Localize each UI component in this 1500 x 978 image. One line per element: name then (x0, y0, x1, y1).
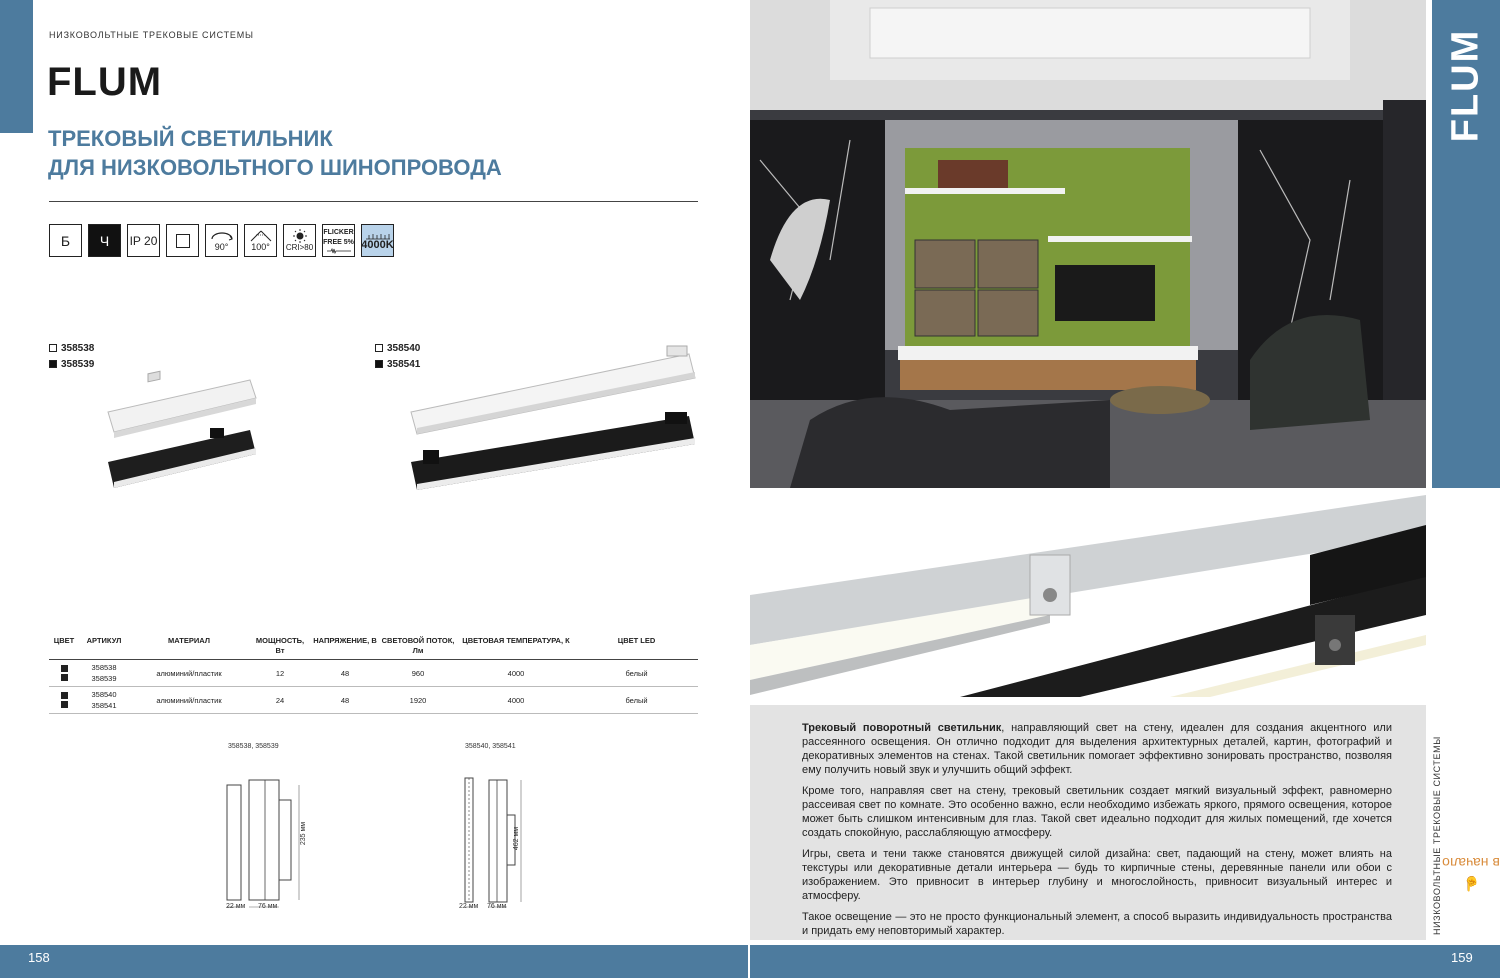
interior-photo (750, 0, 1426, 488)
column-header: ЦВЕТ (49, 633, 79, 660)
led-color-cell: белый (575, 660, 698, 687)
drawing-height-long: 462 мм (513, 826, 521, 851)
variant-item: 358539 (49, 357, 94, 373)
product-image-short (100, 370, 270, 500)
description-box (750, 705, 1426, 940)
product-detail-photo (750, 495, 1426, 697)
white-swatch (375, 344, 383, 352)
material-cell: алюминий/пластик (129, 687, 249, 714)
color-cell (49, 660, 79, 687)
footer-bar-right (750, 945, 1500, 978)
drawing-height-short: 235 мм (300, 821, 308, 846)
hand-pointer-icon: ☝ (1462, 875, 1481, 892)
table-header-row (49, 633, 698, 660)
table-row (49, 687, 698, 714)
technical-drawing-short (215, 770, 325, 915)
color-cell (49, 687, 79, 714)
beam-angle-icon: 100° (244, 224, 277, 257)
product-title-line-2: ДЛЯ НИЗКОВОЛЬТНОГО ШИНОПРОВОДА (48, 155, 502, 180)
rotation-90-icon: 90° (205, 224, 238, 257)
ip-rating-icon: IP 20 (127, 224, 160, 257)
cri-icon: CRI>80 (283, 224, 316, 257)
drawing-width1-short: 22 мм (226, 903, 246, 910)
product-title-line-1: ТРЕКОВЫЙ СВЕТИЛЬНИК (48, 126, 333, 151)
variant-list-short (49, 341, 94, 373)
led-color-cell: белый (575, 687, 698, 714)
description-paragraph-4: Такое освещение — это не просто функциональный элемент, а способ выразить индивидуальность пространства и придать ему неповторимый характер. (802, 911, 1392, 937)
voltage-cell: 48 (311, 660, 379, 687)
column-header: ЦВЕТОВАЯ ТЕМПЕРАТУРА, К (457, 633, 575, 660)
drawing-width2-long: 76 мм (487, 903, 507, 910)
page-number-right: 159 (1451, 950, 1473, 965)
page-number-left: 158 (28, 950, 50, 965)
column-header: МОЩНОСТЬ, Вт (249, 633, 311, 660)
column-header: ЦВЕТ LED (575, 633, 698, 660)
power-cell: 12 (249, 660, 311, 687)
drawing-width1-long: 22 мм (459, 903, 479, 910)
variant-item: 358540 (375, 341, 420, 357)
black-color-icon: Ч (88, 224, 121, 257)
temperature-cell: 4000 (457, 687, 575, 714)
product-title (48, 124, 648, 182)
power-cell: 24 (249, 687, 311, 714)
variant-item: 358541 (375, 357, 420, 373)
feature-icons (49, 224, 394, 257)
column-header: АРТИКУЛ (79, 633, 129, 660)
description-paragraph-3: Игры, света и тени также становятся движущей силой дизайна: свет, падающий на стену, может влиять на текстуры или декоративные детали интерьера — будь то кирпичные стены, деревянные панели или обои с изображением. Это привносит в интерьер глубину и многослойность, привносит визуальный интерес и атмосферу. (802, 848, 1392, 902)
white-color-icon: Б (49, 224, 82, 257)
voltage-cell: 48 (311, 687, 379, 714)
drawing-title-short: 358538, 358539 (228, 743, 279, 750)
material-cell: алюминий/пластик (129, 660, 249, 687)
technical-drawing-long (455, 770, 545, 915)
article-cell: 358540 358541 (79, 687, 129, 714)
flux-cell: 960 (379, 660, 457, 687)
brand-vertical-label: FLUM (1444, 28, 1487, 142)
title-divider (49, 201, 698, 202)
column-header: НАПРЯЖЕНИЕ, В (311, 633, 379, 660)
column-header: МАТЕРИАЛ (129, 633, 249, 660)
footer-bar-left (0, 945, 748, 978)
flux-cell: 1920 (379, 687, 457, 714)
drawing-width2-short: 76 мм (258, 903, 278, 910)
description-paragraph-2: Кроме того, направляя свет на стену, трековый светильник создает мягкий визуальный эффект, равномерно рассеивая свет по комнате. Это особенно важно, если необходимо избежать яркого, прямого освещения, которое может быть слишком интенсивным для глаз. Такой свет идеально подходит для жилых помещений, где хочется создать спокойную, расслабляющую атмосферу. (802, 785, 1392, 839)
product-image-long (405, 340, 705, 500)
article-cell: 358538 358539 (79, 660, 129, 687)
back-to-start-link[interactable]: ☝ в начало (1442, 855, 1500, 892)
table-row (49, 660, 698, 687)
temperature-cell: 4000 (457, 660, 575, 687)
black-swatch (375, 360, 383, 368)
square-shape-icon (166, 224, 199, 257)
color-temperature-icon: 4000K (361, 224, 394, 257)
description-paragraph-1: Трековый поворотный светильник, направляющий свет на стену, идеален для создания акцентного или рассеянного освещения. Он отлично подходит для выделения архитектурных деталей, картин, фотографий и декоративных элементов на стенах. Такой светильник помогает эффективно зонировать пространство, позволяя ему получить новый звук и улучшить общий эффект. (802, 722, 1392, 776)
section-label: НИЗКОВОЛЬТНЫЕ ТРЕКОВЫЕ СИСТЕМЫ (49, 30, 254, 40)
spec-table (49, 633, 698, 714)
column-header: СВЕТОВОЙ ПОТОК, Лм (379, 633, 457, 660)
variant-item: 358538 (49, 341, 94, 357)
flicker-free-icon: FLICKER FREE 5% (322, 224, 355, 257)
drawing-title-long: 358540, 358541 (465, 743, 516, 750)
left-accent-tab (0, 0, 33, 133)
white-swatch (49, 344, 57, 352)
black-swatch (49, 360, 57, 368)
page-title: FLUM (47, 60, 163, 104)
side-section-label: НИЗКОВОЛЬТНЫЕ ТРЕКОВЫЕ СИСТЕМЫ (1432, 736, 1442, 935)
